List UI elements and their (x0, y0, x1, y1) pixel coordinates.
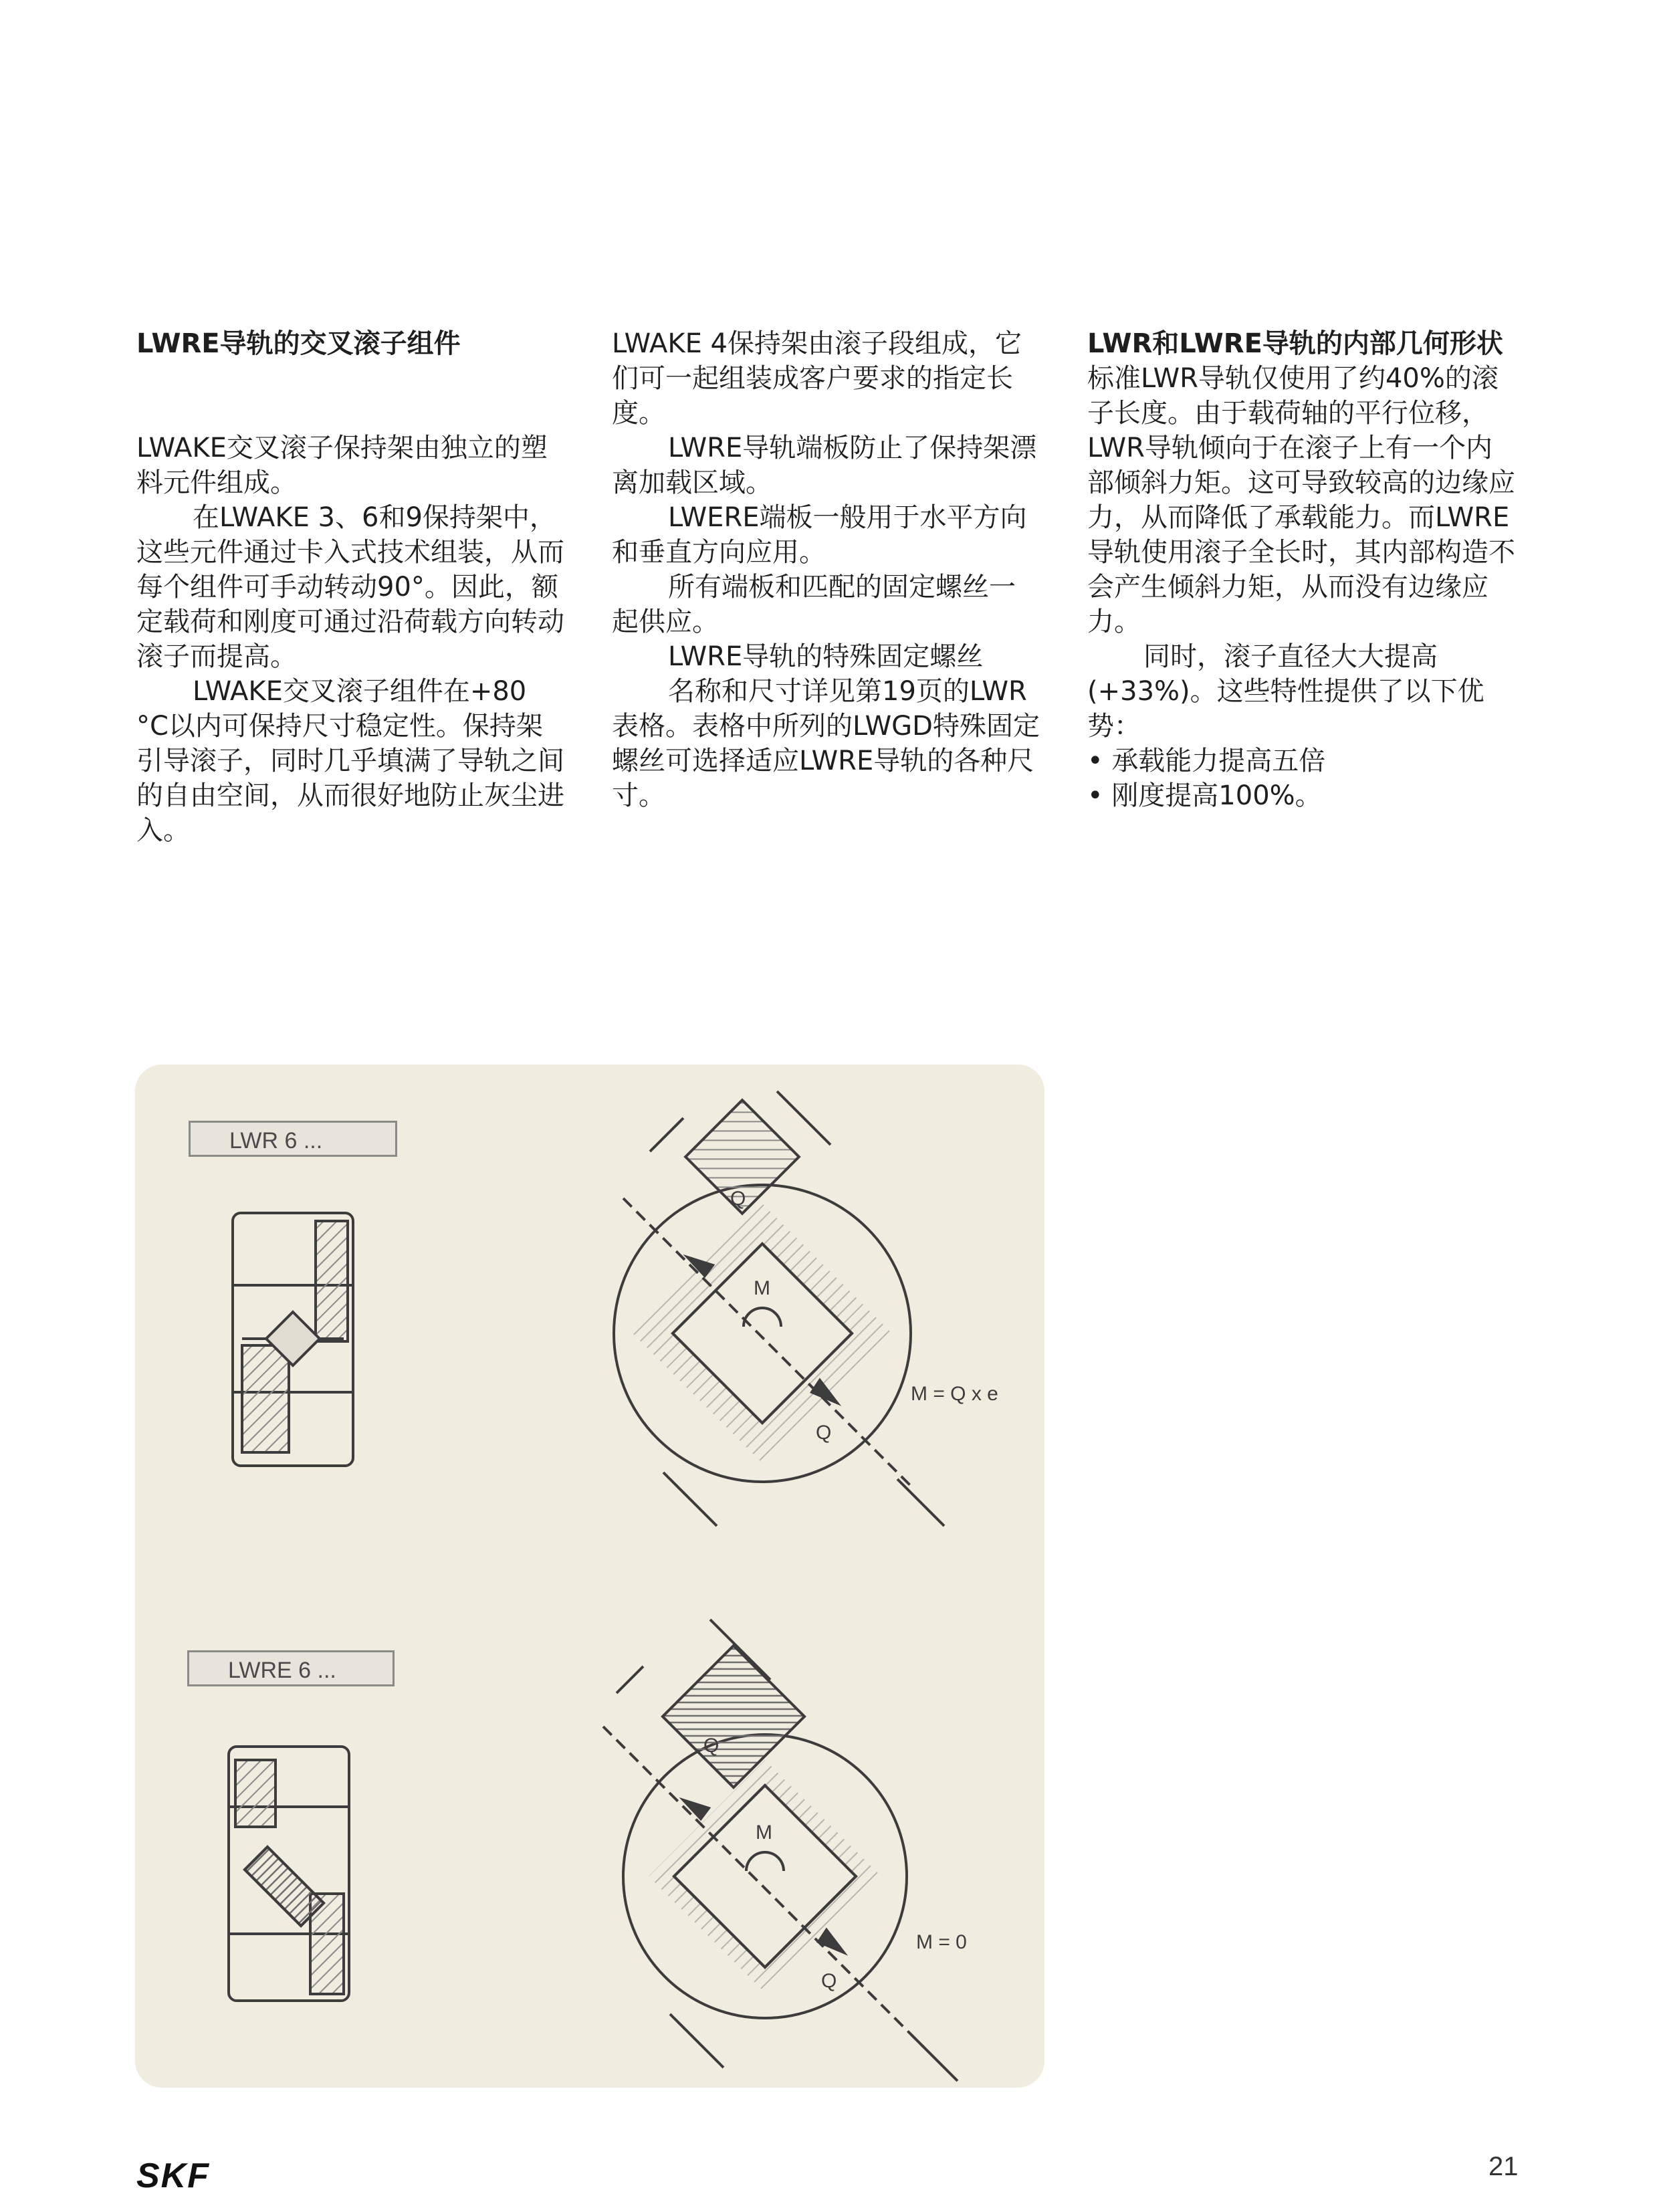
force-label: Q (816, 1422, 832, 1444)
paragraph: 名称和尺寸详见第19页的LWR表格。表格中所列的LWGD特殊固定螺丝可选择适应LWRE导轨的各种尺寸。 (612, 676, 1040, 811)
page-number: 21 (1488, 2152, 1519, 2181)
skf-logo: SKF (136, 2156, 210, 2195)
moment-label: M (754, 1277, 770, 1299)
section-heading: LWR和LWRE导轨的内部几何形状 (1087, 328, 1503, 359)
bullet-item: • 承载能力提高五倍 (1087, 744, 1515, 778)
force-label: Q (703, 1735, 720, 1757)
paragraph: LWERE端板一般用于水平方向和垂直方向应用。 (612, 502, 1027, 568)
subheading: LWRE导轨的特殊固定螺丝 (668, 641, 984, 672)
paragraph: 同时，滚子直径大大提高(+33%)。这些特性提供了以下优势： (1087, 641, 1484, 742)
text-column-1 (136, 326, 564, 848)
lwr-roller-diagram (614, 1091, 944, 1526)
moment-label: M (756, 1821, 772, 1844)
paragraph: 所有端板和匹配的固定螺丝一起供应。 (612, 572, 1016, 637)
section-heading: LWRE导轨的交叉滚子组件 (136, 328, 461, 359)
lwr-rail-section (233, 1213, 353, 1466)
paragraph: 标准LWR导轨仅使用了约40%的滚子长度。由于载荷轴的平行位移，LWR导轨倾向于在滚子上有一个内部倾斜力矩。这可导致较高的边缘应力，从而降低了承载能力。而LWRE导轨使用滚子全长时，其内部构造不会产生倾斜力矩，从而没有边缘应力。 (1087, 363, 1515, 637)
cross-section-drawings (135, 1065, 1044, 2088)
lwre-roller-diagram (603, 1620, 958, 2081)
force-label: Q (730, 1188, 746, 1210)
figure-label-lwr: LWR 6 ... (189, 1121, 397, 1157)
moment-equation: M = 0 (916, 1931, 967, 1953)
bullet-item: • 刚度提高100%。 (1087, 778, 1515, 813)
paragraph: LWAKE交叉滚子保持架由独立的塑料元件组成。 (136, 433, 548, 498)
paragraph: LWRE导轨端板防止了保持架漂离加载区域。 (612, 433, 1037, 498)
paragraph: LWAKE 4保持架由滚子段组成，它们可一起组装成客户要求的指定长度。 (612, 328, 1022, 429)
technical-figure-panel (135, 1065, 1044, 2088)
text-column-3 (1087, 326, 1515, 813)
force-label: Q (821, 1970, 837, 1992)
moment-equation: M = Q x e (911, 1383, 998, 1405)
figure-label-lwre: LWRE 6 ... (187, 1650, 395, 1686)
lwre-rail-section (229, 1747, 349, 2001)
paragraph: 在LWAKE 3、6和9保持架中，这些元件通过卡入式技术组装，从而每个组件可手动转动90°。因此，额定载荷和刚度可通过沿荷载方向转动滚子而提高。 (136, 502, 564, 672)
text-column-2 (612, 326, 1040, 813)
paragraph: LWAKE交叉滚子组件在+80 °C以内可保持尺寸稳定性。保持架引导滚子，同时几乎填满了导轨之间的自由空间，从而很好地防止灰尘进入。 (136, 676, 564, 846)
